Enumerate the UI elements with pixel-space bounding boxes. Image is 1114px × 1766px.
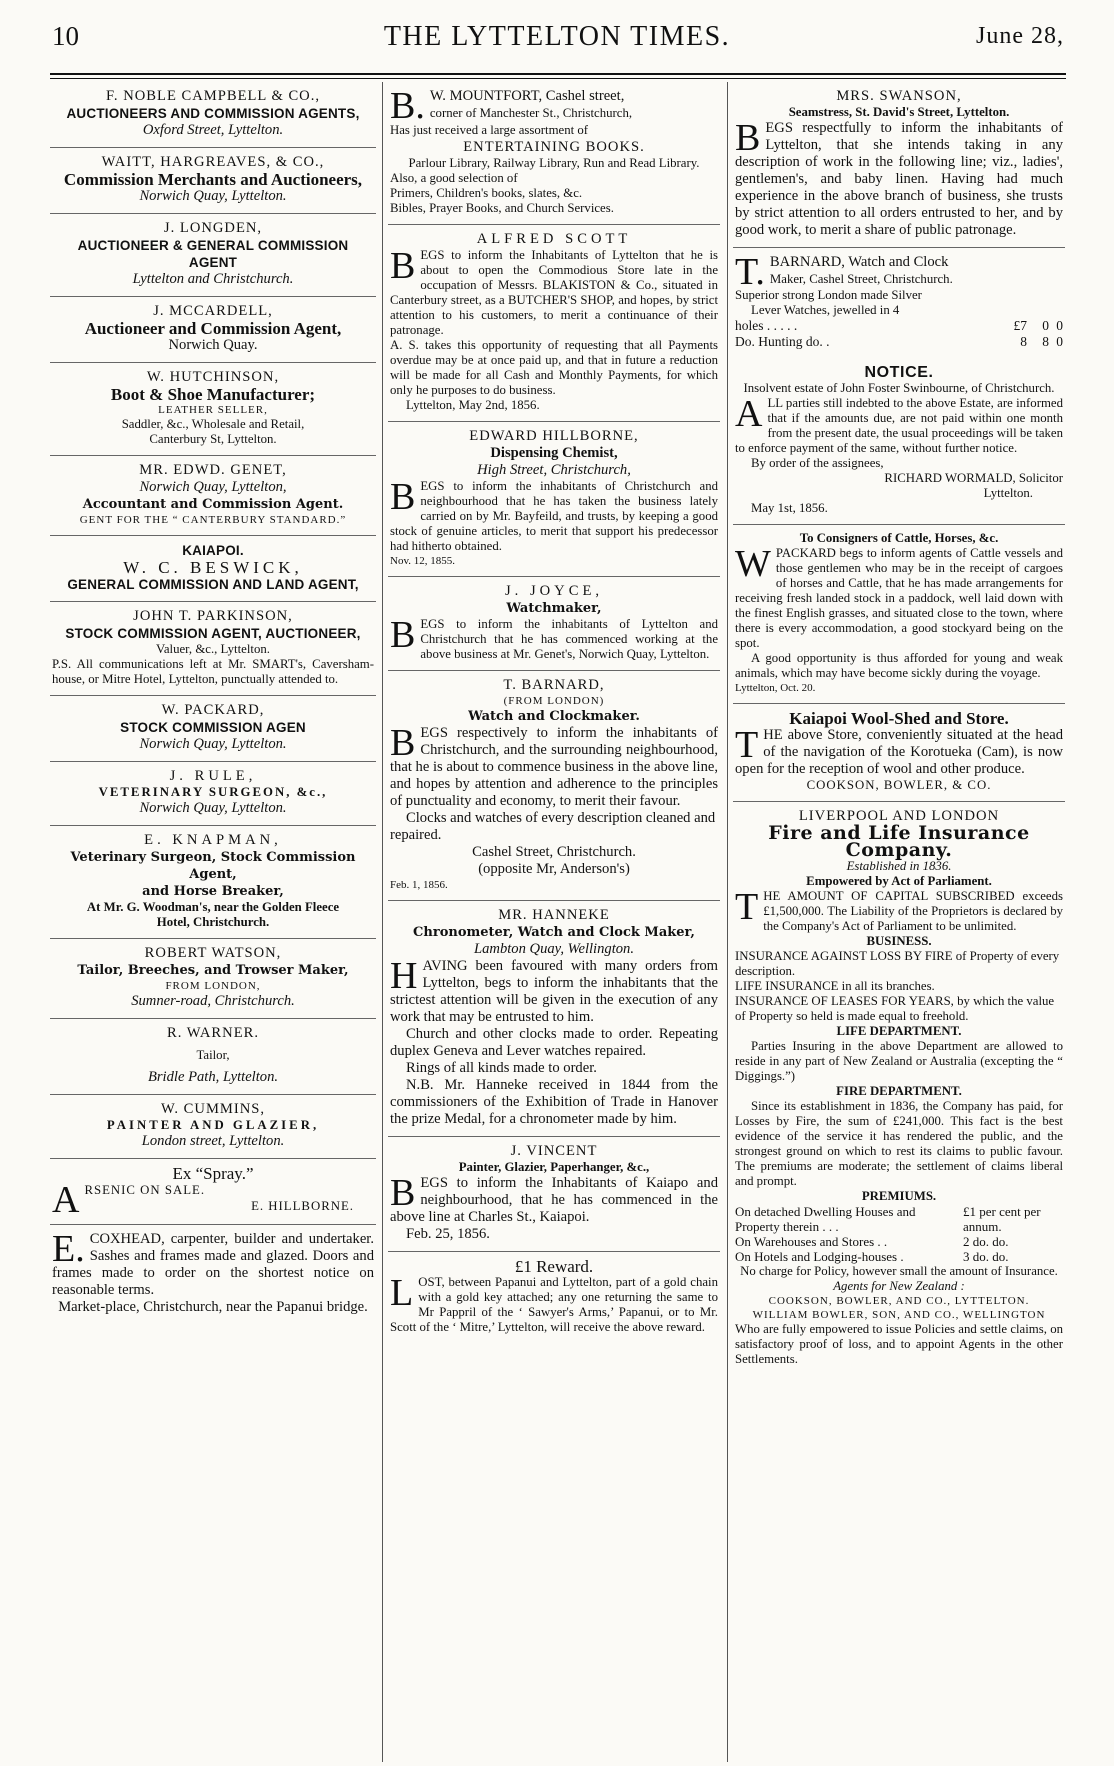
ad-hillborne: EDWARD HILLBORNE, Dispensing Chemist, High Street, Christchurch, BEGS to inform the inhabitants of Christchurch and neighbourhood that he has taken the business lately carried on by Mr. Bayfeild, and trusts, by keeping a good stock of genuine articles, to merit that support his predecessor had hitherto obtained. Nov. 12, 1855. bbox=[388, 421, 720, 576]
ad-barnard-watches: T. BARNARD, Watch and Clock Maker, Cashel Street, Christchurch. Superior strong London made Silver Lever Watches, jewelled in 4 holes . . . . . £7 0 0 Do. Hunting do. . 8 8 0 bbox=[733, 247, 1065, 358]
column-3 bbox=[733, 82, 1065, 1762]
ad-warner: R. WARNER. Tailor, Bridle Path, Lyttelton. bbox=[50, 1018, 376, 1094]
ad-mountfort: B. W. MOUNTFORT, Cashel street, corner of Manchester St., Christchurch, Has just received a large assortment of ENTERTAINING BOOKS. Parlour Library, Railway Library, Run and Read Library. Also, a good selection of Primers, Children's books, slates, &c. Bibles, Prayer Books, and Church Services. bbox=[390, 85, 700, 215]
ad-reward: £1 Reward. LOST, between Papanui and Lyttelton, part of a gold chain with a gold key attached; any one returning the same to Mr Pappril of the ‘ Sawyer's Arms,’ Papanui, or to Mr. Scott of the ‘ Mitre,’ Lyttelton, will receive the above reward. bbox=[388, 1251, 720, 1343]
masthead-rule bbox=[50, 73, 1066, 75]
ad-hutchinson: W. HUTCHINSON, Boot & Shoe Manufacturer; LEATHER SELLER, Saddler, &c., Wholesale and Retail, Canterbury St, Lyttelton. bbox=[50, 362, 376, 455]
ad-barnard: T. BARNARD, (FROM LONDON) Watch and Clockmaker. BEGS respectively to inform the inhabitants of Christchurch, and the surrounding neighbourhood, that he is about to commence business in the above line, and hopes by attention and adherence to the principles of punctuality and economy, to merit their favour. Clocks and watches of every description cleaned and repaired. Cashel Street, Christchurch. (opposite Mr, Anderson's) Feb. 1, 1856. bbox=[388, 670, 720, 900]
ad-watson: ROBERT WATSON, Tailor, Breeches, and Trowser Maker, FROM LONDON, Sumner-road, Christchurch. bbox=[50, 938, 376, 1018]
column-2 bbox=[388, 82, 720, 1762]
masthead-rule-thin bbox=[50, 78, 1066, 79]
ad-kaiapoi-store: Kaiapoi Wool-Shed and Store. THE above Store, conveniently situated at the head of the navigation of the Korotueka (Cam), is now open for the reception of wool and other produce. COOKSON, BOWLER, & CO. bbox=[733, 703, 1065, 801]
ad-coxhead: E. COXHEAD, carpenter, builder and undertaker. Sashes and frames made and glazed. Doors and frames made to order on the shortest notice on reasonable terms. Market-place, Christchurch, near the Papanui bridge. bbox=[50, 1224, 376, 1324]
ad-packard: W. PACKARD, STOCK COMMISSION AGEN Norwich Quay, Lyttelton. bbox=[50, 695, 376, 761]
ad-cummins: W. CUMMINS, PAINTER AND GLAZIER, London street, Lyttelton. bbox=[50, 1094, 376, 1158]
page-number: 10 bbox=[52, 21, 79, 51]
masthead bbox=[0, 0, 1114, 90]
premiums-table: On detached Dwelling Houses and Property therein . . . £1 per cent per annum. On Warehouses and Stores . . 2 do. do. On Hotels and Lodging-houses . 3 do. do. bbox=[735, 1204, 1041, 1264]
ad-swanson: MRS. SWANSON, Seamstress, St. David's Street, Lyttelton. BEGS respectfully to inform the inhabitants of Lyttelton, that she intends taking in any description of work in the following line; viz., ladies', gentlemen's, and baby linen. Having had much experience in the above branch of business, she trusts by strict attention to all orders entrusted to her, and by good work, to merit a share of public patronage. bbox=[735, 88, 1063, 238]
ad-mccardell: J. MCCARDELL, Auctioneer and Commission Agent, Norwich Quay. bbox=[50, 296, 376, 362]
ad-liverpool-insurance: LIVERPOOL AND LONDON Fire and Life Insurance Company. Established in 1836. Empowered by Act of Parliament. THE AMOUNT OF CAPITAL SUBSCRIBED exceeds £1,500,000. The Liability of the Proprietors is declared by the Company's Act of Parliament to be unlimited. BUSINESS. INSURANCE AGAINST LOSS BY FIRE of Property of every description. LIFE INSURANCE in all its branches. INSURANCE OF LEASES FOR YEARS, by which the value of Property so held is made equal to freehold. LIFE DEPARTMENT. Parties Insuring in the above Department are allowed to reside in any part of New Zealand or Australia (excepting the “ Diggings.”) FIRE DEPARTMENT. Since its establishment in 1836, the Company has paid, for Losses by Fire, the sum of £241,000. This fact is the best evidence of the service it has rendered the public, and the strongest ground on which to rest its claims to public favour. The premiums are moderate; the settlement of claims liberal and prompt. PREMIUMS. On detached Dwelling Houses and Property therein . . . £1 per cent per annum. On Warehouses and Stores . . 2 do. do. On Hotels and Lodging-houses . 3 do. do. No charge for Policy, however small the amount of Insurance. Agents for New Zealand : COOKSON, BOWLER, AND CO., LYTTELTON. WILLIAM BOWLER, SON, AND CO., WELLINGTON Who are fully empowered to issue Policies and settle claims, on satisfactory proof of loss, and to appoint Agents in the other Settlements. bbox=[733, 801, 1065, 1375]
ad-parkinson: JOHN T. PARKINSON, STOCK COMMISSION AGENT, AUCTIONEER, Valuer, &c., Lyttelton. P.S. All communications left at Mr. SMART's, Caversham-house, or Mitre Hotel, Lyttelton, punctually attended to. bbox=[50, 601, 376, 695]
ad-knapman: E. KNAPMAN, Veterinary Surgeon, Stock Commission Agent, and Horse Breaker, At Mr. G. Woodman's, near the Golden Fleece Hotel, Christchurch. bbox=[50, 825, 376, 938]
ad-notice: NOTICE. Insolvent estate of John Foster Swinbourne, of Christchurch. ALL parties still indebted to the above Estate, are informed that if the amounts due, are not paid within one month from the present date, the usual proceedings will be taken to enforce payment of the same, without further notice. By order of the assignees, RICHARD WORMALD, Solicitor Lyttelton. May 1st, 1856. bbox=[735, 364, 1063, 515]
ad-scott: ALFRED SCOTT BEGS to inform the Inhabitants of Lyttelton that he is about to open the Commodious Store late in the occupation of Messrs. BLAKISTON & Co., situated in Canterbury street, as a BUTCHER'S SHOP, and hopes, by strict attention to his customers, to merit a continuance of their patronage. A. S. takes this opportunity of requesting that all Payments overdue may be at once paid up, and that in future a reduction will be made for all Cash and Monthly Payments, for which only he purposes to do business. Lyttelton, May 2nd, 1856. bbox=[388, 224, 720, 421]
ad-genet: MR. EDWD. GENET, Norwich Quay, Lyttelton, Accountant and Commission Agent. GENT FOR THE “ CANTERBURY STANDARD.” bbox=[50, 455, 376, 535]
ad-waitt: WAITT, HARGREAVES, & CO., Commission Merchants and Auctioneers, Norwich Quay, Lyttelton. bbox=[50, 147, 376, 213]
ad-consigners: To Consigners of Cattle, Horses, &c. WPACKARD begs to inform agents of Cattle vessels and those gentlemen who may be in the receipt of cargoes of horses and Cattle, that he has made arrangements for receiving fresh landed stock in a paddock, well laid down with the finest English grasses, and situated close to the town, where there is every accommodation, a good stockyard being on the spot. A good opportunity is thus afforded for young and weak animals, which may have become sickly during the voyage. Lyttelton, Oct. 20. bbox=[733, 524, 1065, 703]
ad-vincent: J. VINCENT Painter, Glazier, Paperhanger, &c., BEGS to inform the Inhabitants of Kaiapo and neighbourhood, that he has commenced in the above line at Charles St., Kaiapoi. Feb. 25, 1856. bbox=[388, 1136, 720, 1251]
ad-longden: J. LONGDEN, AUCTIONEER & GENERAL COMMISSION AGENT Lyttelton and Christchurch. bbox=[50, 213, 376, 296]
ad-joyce: J. JOYCE, Watchmaker, BEGS to inform the inhabitants of Lyttelton and Christchurch that he has commenced working at the above business at Mr. Genet's, Norwich Quay, Lyttelton. bbox=[388, 576, 720, 670]
price-table: holes . . . . . £7 0 0 Do. Hunting do. . 8 8 0 bbox=[735, 318, 1063, 349]
ad-beswick: KAIAPOI. W. C. BESWICK, GENERAL COMMISSION AND LAND AGENT, bbox=[50, 535, 376, 601]
ad-spray: Ex “Spray.” ARSENIC ON SALE. E. HILLBORNE. bbox=[50, 1158, 376, 1224]
ad-rule: J. RULE, VETERINARY SURGEON, &c., Norwich Quay, Lyttelton. bbox=[50, 761, 376, 825]
newspaper-title: THE LYTTELTON TIMES. bbox=[383, 21, 731, 52]
ad-campbell: F. NOBLE CAMPBELL & CO., AUCTIONEERS AND COMMISSION AGENTS, Oxford Street, Lyttelton. bbox=[66, 88, 360, 138]
column-1 bbox=[50, 82, 376, 1762]
column-divider bbox=[382, 82, 383, 1762]
column-divider bbox=[727, 82, 728, 1762]
ad-hanneke: MR. HANNEKE Chronometer, Watch and Clock Maker, Lambton Quay, Wellington. HAVING been favoured with many orders from Lyttelton, begs to inform the inhabitants that the strictest attention will be given in the execution of any work that may be entrusted to him. Church and other clocks made to order. Repeating duplex Geneva and Lever watches repaired. Rings of all kinds made to order. N.B. Mr. Hanneke received in 1844 from the commissioners of the Exhibition of Trade in Hanover the prize Medal, for a chronometer made by him. bbox=[388, 900, 720, 1136]
issue-date: June 28, bbox=[976, 23, 1064, 49]
